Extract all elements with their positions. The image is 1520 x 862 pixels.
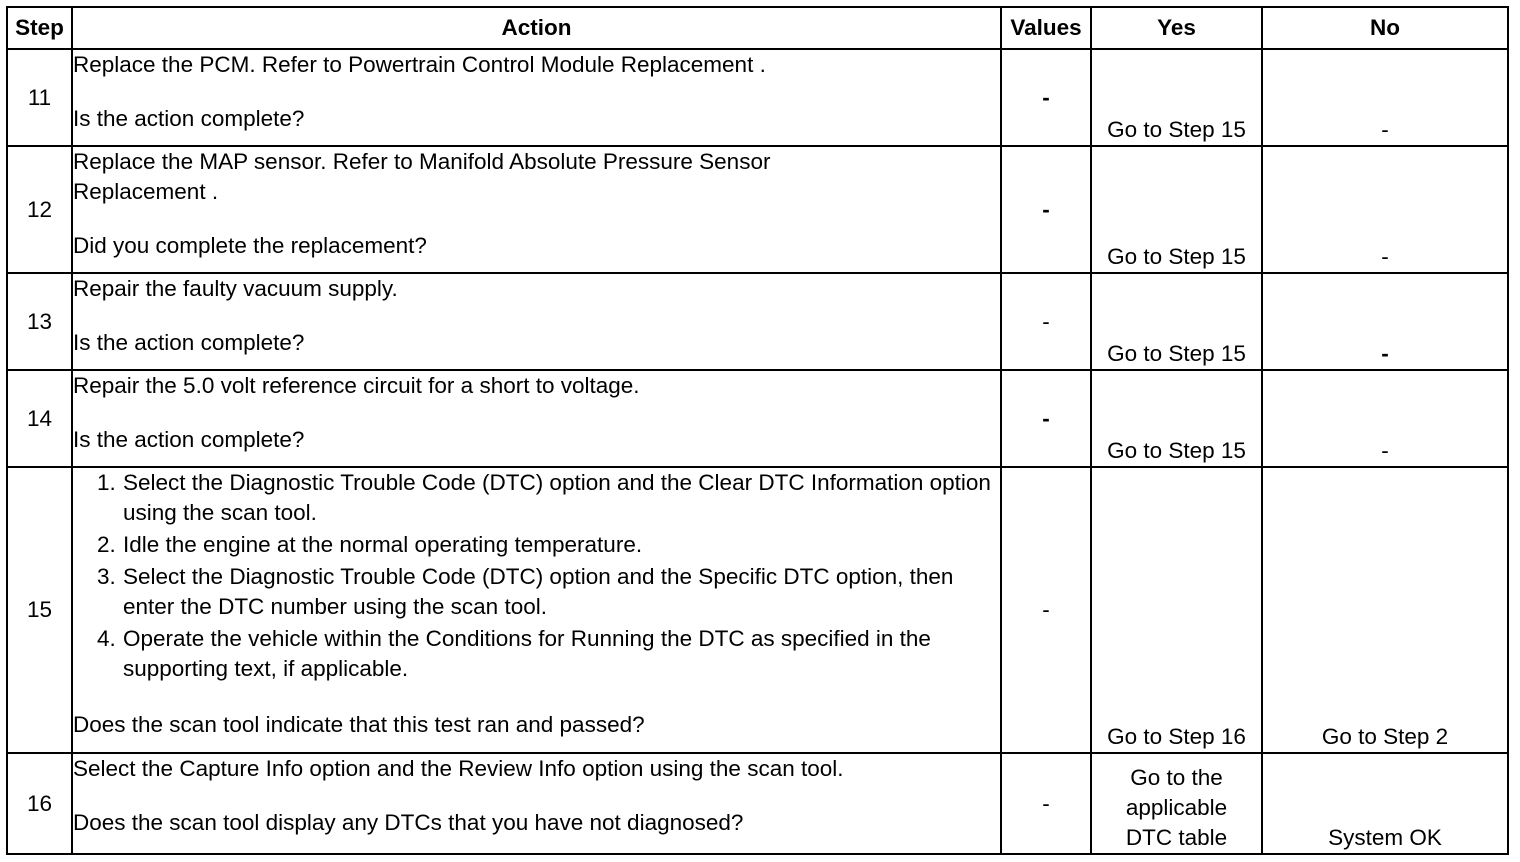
header-no: No	[1262, 7, 1508, 49]
action-cell	[72, 273, 1001, 370]
action-cell	[72, 49, 1001, 146]
procedure-item: 2. Idle the engine at the normal operating temperature.	[122, 530, 1000, 560]
action-cell	[72, 370, 1001, 467]
step-number: 16	[7, 753, 72, 854]
values-cell: -	[1001, 273, 1091, 370]
step-number: 11	[7, 49, 72, 146]
table-row	[7, 49, 1508, 146]
action-cell	[72, 146, 1001, 273]
no-cell: -	[1262, 146, 1508, 273]
table-row	[7, 467, 1508, 753]
no-cell: -	[1262, 49, 1508, 146]
no-cell: Go to Step 2	[1262, 467, 1508, 753]
action-question: Does the scan tool indicate that this test ran and passed?	[73, 712, 645, 737]
values-cell: -	[1001, 146, 1091, 273]
table-row	[7, 146, 1508, 273]
table-row	[7, 753, 1508, 854]
procedure-item: 1. Select the Diagnostic Trouble Code (DTC) option and the Clear DTC Information option using the scan tool.	[122, 468, 1000, 528]
no-cell: System OK	[1262, 753, 1508, 854]
yes-cell: Go to Step 15	[1091, 273, 1262, 370]
procedure-list	[73, 468, 1000, 684]
procedure-item: 4. Operate the vehicle within the Conditions for Running the DTC as specified in the supporting text, if applicable.	[122, 624, 1000, 684]
yes-cell: Go to Step 15	[1091, 49, 1262, 146]
action-text: Replace the MAP sensor. Refer to Manifold Absolute Pressure Sensor Replacement .	[73, 149, 771, 204]
action-cell	[72, 467, 1001, 753]
action-question: Is the action complete?	[73, 106, 305, 131]
values-cell: -	[1001, 753, 1091, 854]
yes-cell: Go to Step 16	[1091, 467, 1262, 753]
step-number: 15	[7, 467, 72, 753]
no-cell: -	[1262, 370, 1508, 467]
action-text: Repair the faulty vacuum supply.	[73, 276, 398, 301]
yes-cell: Go to Step 15	[1091, 146, 1262, 273]
action-text: Repair the 5.0 volt reference circuit for a short to voltage.	[73, 373, 640, 398]
no-cell: -	[1262, 273, 1508, 370]
step-number: 13	[7, 273, 72, 370]
table-header-row	[7, 7, 1508, 49]
table-row	[7, 370, 1508, 467]
header-action: Action	[72, 7, 1001, 49]
values-cell: -	[1001, 467, 1091, 753]
action-question: Is the action complete?	[73, 330, 305, 355]
values-cell: -	[1001, 49, 1091, 146]
values-cell: -	[1001, 370, 1091, 467]
table-row	[7, 273, 1508, 370]
action-question: Is the action complete?	[73, 427, 305, 452]
header-step: Step	[7, 7, 72, 49]
header-yes: Yes	[1091, 7, 1262, 49]
step-number: 14	[7, 370, 72, 467]
action-question: Does the scan tool display any DTCs that you have not diagnosed?	[73, 810, 744, 835]
action-question: Did you complete the replacement?	[73, 233, 427, 258]
header-values: Values	[1001, 7, 1091, 49]
procedure-item: 3. Select the Diagnostic Trouble Code (DTC) option and the Specific DTC option, then enter the DTC number using the scan tool.	[122, 562, 1000, 622]
action-text: Replace the PCM. Refer to Powertrain Control Module Replacement .	[73, 52, 766, 77]
diagnostic-table	[6, 6, 1509, 855]
step-number: 12	[7, 146, 72, 273]
yes-cell: Go to Step 15	[1091, 370, 1262, 467]
yes-cell: Go to the applicable DTC table	[1091, 753, 1262, 854]
action-cell	[72, 753, 1001, 854]
action-text: Select the Capture Info option and the Review Info option using the scan tool.	[73, 756, 844, 781]
